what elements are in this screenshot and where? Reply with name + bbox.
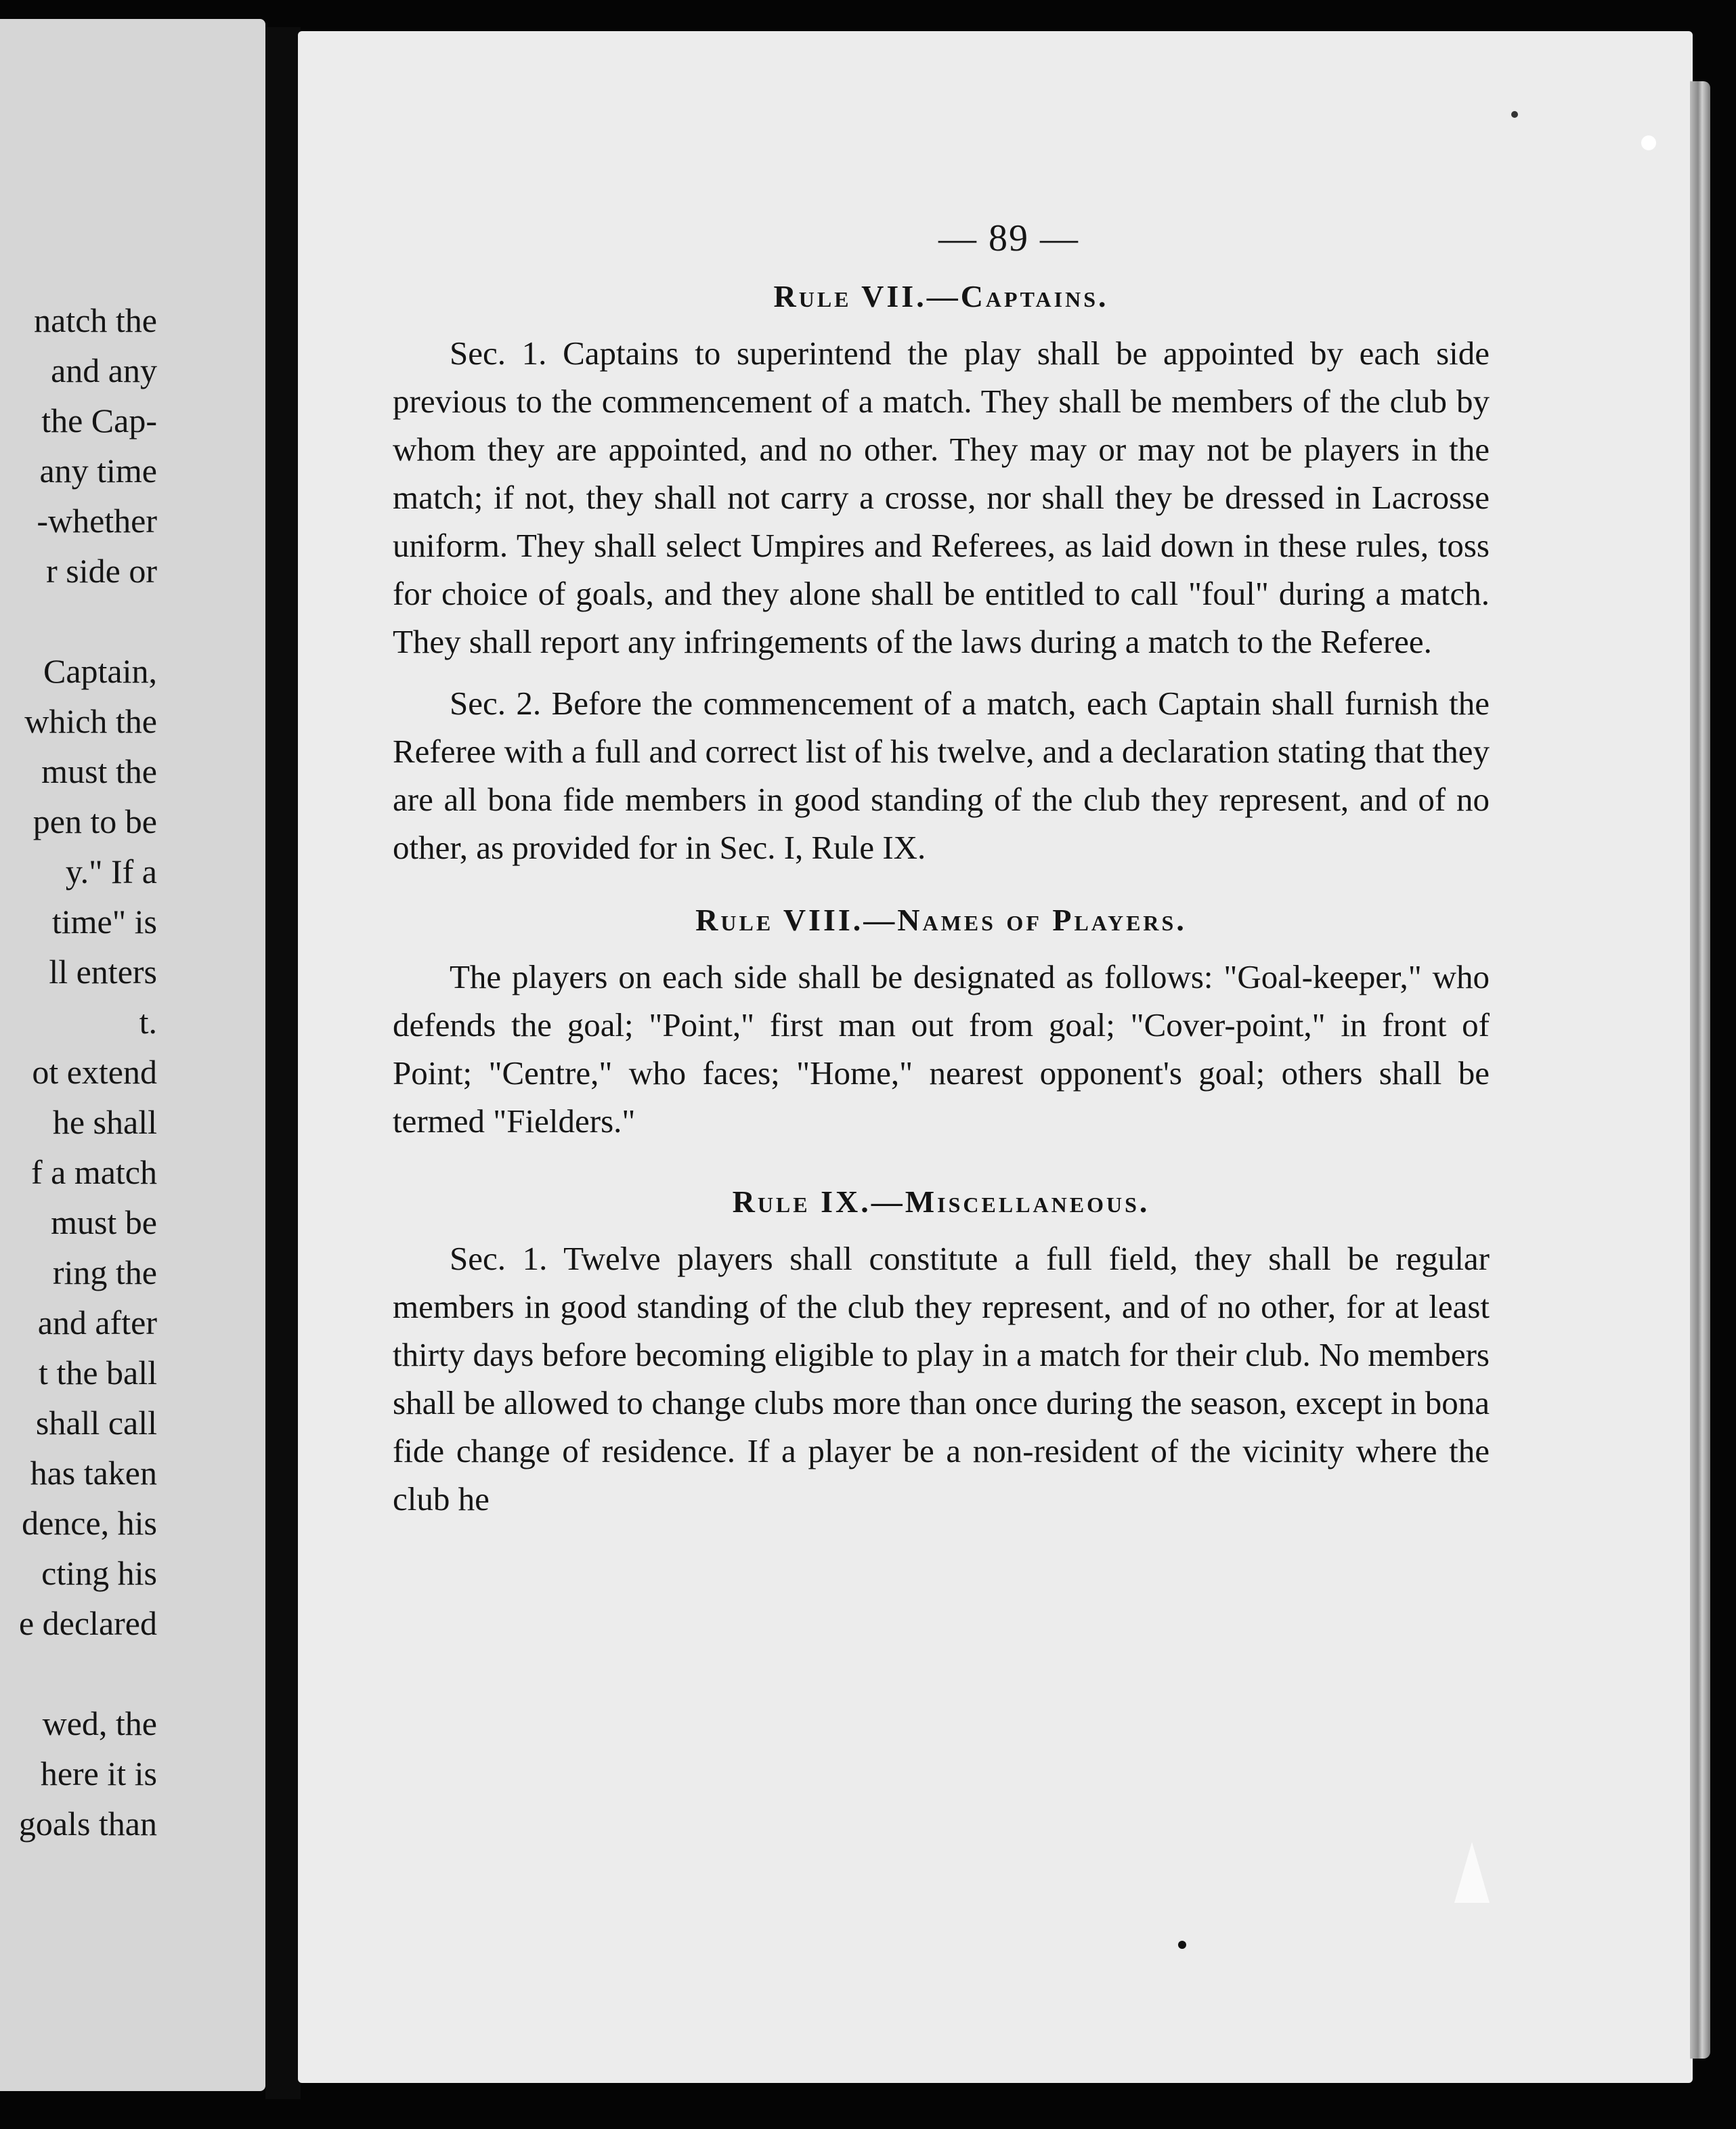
- previous-page-line: and any: [51, 351, 157, 389]
- previous-page-line: time" is: [51, 903, 157, 941]
- previous-page-line: must be: [51, 1203, 157, 1241]
- previous-page-line: wed, the: [42, 1704, 157, 1742]
- previous-page-line: must the: [41, 752, 157, 790]
- previous-page-line: e declared: [18, 1604, 157, 1642]
- previous-page-line: natch the: [34, 301, 157, 339]
- previous-page-line: cting his: [41, 1554, 157, 1592]
- previous-page-text: [0, 295, 157, 1849]
- scan-artifact: [1454, 1842, 1490, 1903]
- previous-page-line: ll enters: [49, 953, 157, 991]
- page-content: [393, 217, 1490, 1523]
- previous-page-line: -whether: [37, 502, 157, 540]
- previous-page-line: and after: [37, 1304, 157, 1341]
- rule-paragraph: The players on each side shall be designated as follows: "Goal-keeper," who defends the goal; "Point," first man out from goal; "Cover-point," in front of Point; "Centre," who faces; "Home," nearest opponent's goal; others shall be termed "Fielders.": [393, 958, 1490, 1140]
- previous-page: [0, 19, 265, 2091]
- previous-page-line: [0, 596, 157, 646]
- rule-heading: Rule VIII.—Names of Players.: [695, 903, 1187, 937]
- previous-page-line: which the: [24, 702, 157, 740]
- previous-page-line: here it is: [40, 1755, 157, 1792]
- scan-speck: [1178, 1941, 1186, 1949]
- previous-page-line: has taken: [30, 1454, 157, 1492]
- previous-page-line: shall call: [35, 1404, 157, 1442]
- scan-speck: [1641, 135, 1656, 150]
- previous-page-line: t the ball: [39, 1354, 157, 1392]
- previous-page-line: f a match: [30, 1153, 157, 1191]
- rule-heading: Rule IX.—Miscellaneous.: [732, 1184, 1150, 1219]
- previous-page-line: dence, his: [22, 1504, 157, 1542]
- previous-page-line: any time: [39, 452, 157, 490]
- previous-page-line: Captain,: [43, 652, 157, 690]
- previous-page-line: [0, 1648, 157, 1698]
- previous-page-line: the Cap-: [41, 402, 157, 439]
- rule-paragraph: Sec. 1. Captains to superintend the play shall be appointed by each side previous to the commencement of a match. They shall be members of the club by whom they are appointed, and no other. They may or may not be players in the match; if not, they shall not carry a crosse, nor shall they be dressed in Lacrosse uniform. They shall select Umpires and Referees, as laid down in these rules, toss for choice of goals, and they alone shall be entitled to call "foul" during a match. They shall report any infringements of the laws during a match to the Referee.: [393, 335, 1490, 660]
- previous-page-line: pen to be: [32, 802, 157, 840]
- previous-page-line: r side or: [46, 552, 157, 590]
- rule-paragraph: Sec. 2. Before the commencement of a match, each Captain shall furnish the Referee with a full and correct list of his twelve, and a declaration stating that they are all bona fide members in good standing of the club they represent, and of no other, as provided for in Sec. I, Rule IX.: [393, 685, 1490, 866]
- previous-page-line: t.: [139, 1003, 157, 1041]
- rule-paragraph: Sec. 1. Twelve players shall constitute a full field, they shall be regular members in good standing of the club they represent, and of no other, for at least thirty days before becoming eligible to play in a match for their club. No members shall be allowed to change clubs more than once during the season, except in bona fide change of residence. If a player be a non-resident of the vicinity where the club he: [393, 1240, 1490, 1518]
- page-number: — 89 —: [938, 217, 1079, 259]
- previous-page-line: y." If a: [65, 853, 157, 890]
- page-edges: [1690, 81, 1710, 2059]
- previous-page-line: he shall: [52, 1103, 157, 1141]
- previous-page-line: goals than: [18, 1805, 157, 1843]
- rule-heading: Rule VII.—Captains.: [773, 279, 1109, 314]
- previous-page-line: ot extend: [32, 1053, 157, 1091]
- scan-speck: [1511, 111, 1518, 118]
- previous-page-line: ring the: [52, 1253, 157, 1291]
- book-spine: [265, 27, 301, 2099]
